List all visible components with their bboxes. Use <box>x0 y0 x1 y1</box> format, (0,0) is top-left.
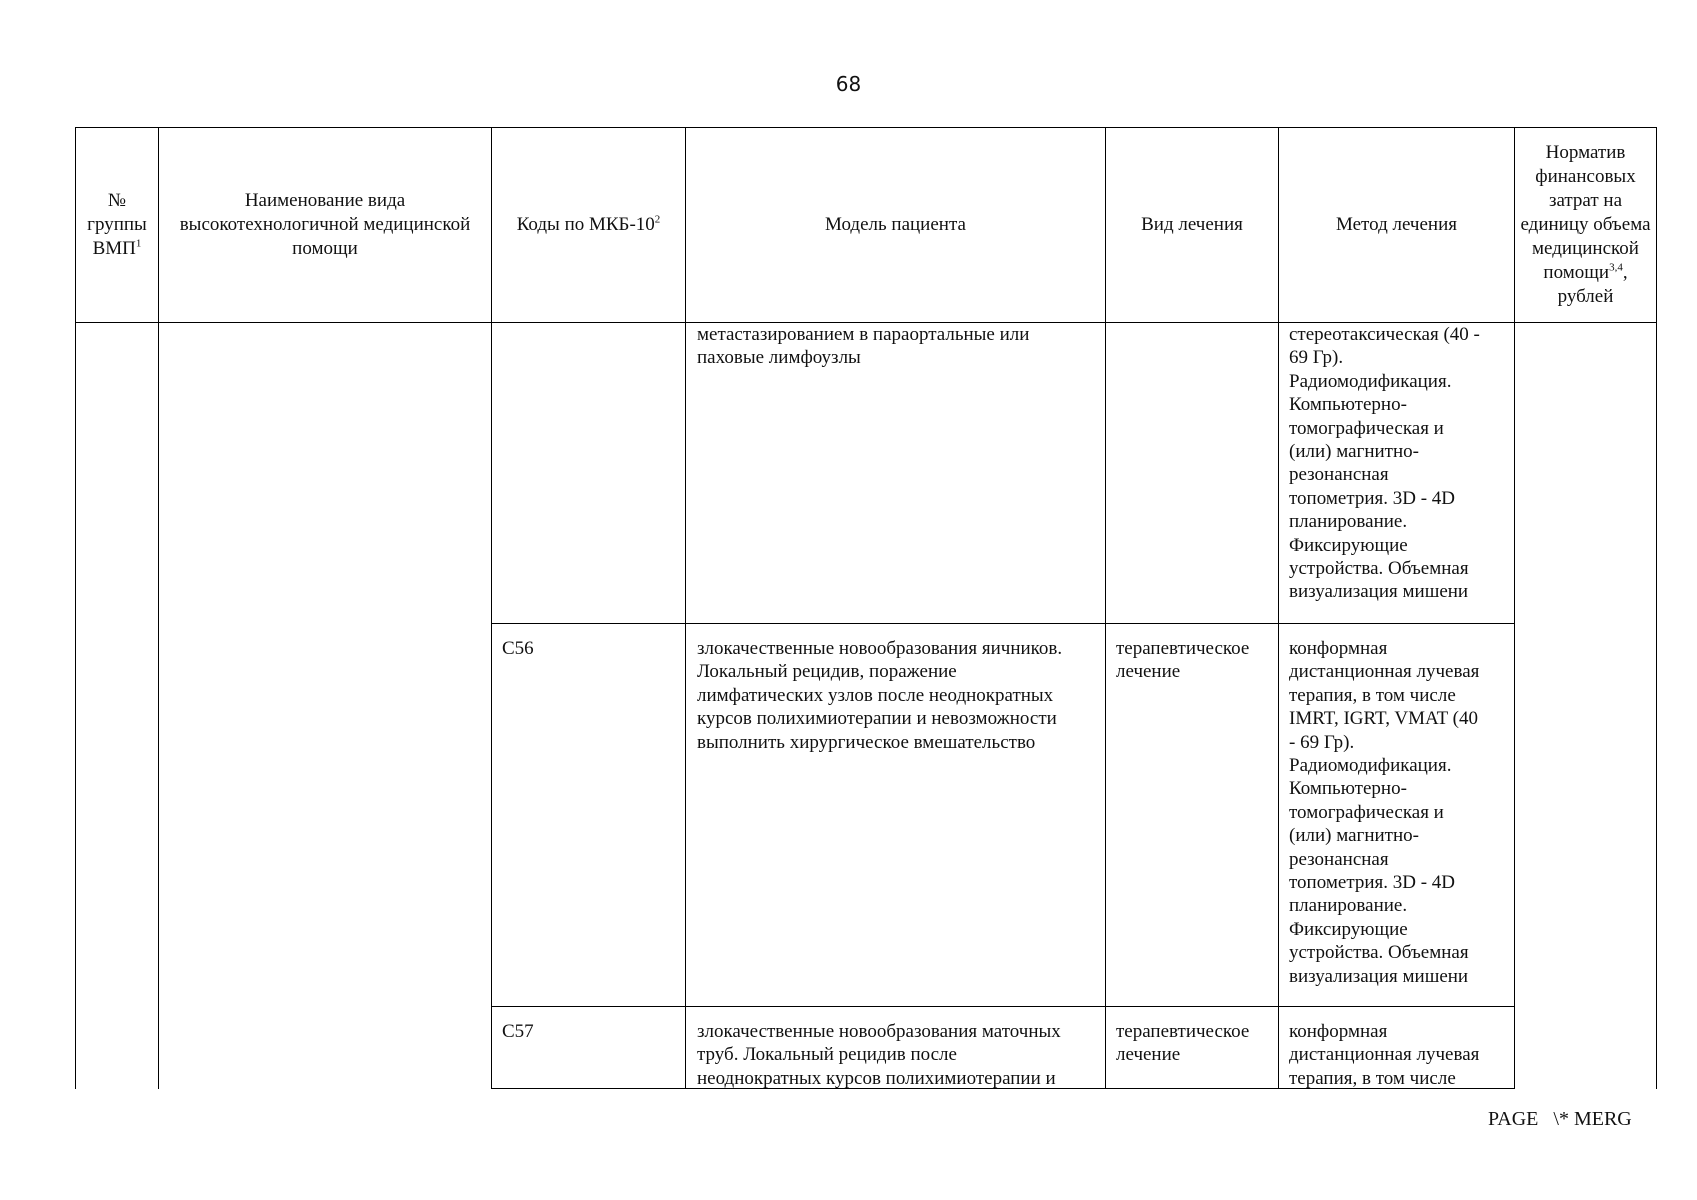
header-group-number: № группы ВМП$^1$ <box>87 190 147 259</box>
row-divider <box>491 623 1515 624</box>
icd-code-cell: C57 <box>502 1021 534 1042</box>
patient-model-cell: метастазированием в параортальные или паховые лимфоузлы <box>697 324 1030 369</box>
icd-code-cell: C56 <box>502 638 534 659</box>
patient-model-cell: злокачественные новообразования маточных труб. Локальный рецидив после неоднократных курсов полихимиотерапии и <box>697 1021 1061 1089</box>
header-cost-standard: Норматив финансовых затрат на единицу объема медицинской помощи$^{3,4}$, рублей <box>1520 142 1651 307</box>
treatment-type-cell: терапевтическое лечение <box>1116 1021 1250 1066</box>
treatment-method-cell: конформная дистанционная лучевая терапия, в том числе IMRT, IGRT, VMAT (40 - 69 Гр). Радиомодификация. Компьютерно- томографическая и (или) магнитно- резонансная топометрия. 3D - 4D планирование. Фиксирующие устройства. Объемная визуализация мишени <box>1289 638 1480 987</box>
header-treatment-method: Метод лечения <box>1335 214 1457 235</box>
header-vmp-name: Наименование вида высокотехнологичной медицинской помощи <box>179 190 471 259</box>
row-divider <box>491 1006 1515 1007</box>
patient-model-cell: злокачественные новообразования яичников. Локальный рецидив, поражение лимфатических узлов после неоднократных курсов полихимиотерапии и невозможности выполнить хирургическое вмешательство <box>697 638 1063 753</box>
column-border <box>1656 127 1657 1089</box>
treatment-type-cell: терапевтическое лечение <box>1116 638 1250 683</box>
treatment-method-cell: конформная дистанционная лучевая терапия, в том числе <box>1289 1021 1480 1089</box>
treatment-method-cell: стереотаксическая (40 - 69 Гр). Радиомодификация. Компьютерно- томографическая и (или) магнитно- резонансная топометрия. 3D - 4D планирование. Фиксирующие устройства. Объемная визуализация мишени <box>1289 324 1480 603</box>
page-number: 68 <box>835 72 862 96</box>
page-footer-field-code: PAGE \* MERG <box>1488 1108 1632 1130</box>
header-treatment-type: Вид лечения <box>1141 214 1243 235</box>
header-icd-codes: Коды по МКБ-$10^2$ <box>516 213 661 235</box>
header-patient-model: Модель пациента <box>825 214 966 235</box>
